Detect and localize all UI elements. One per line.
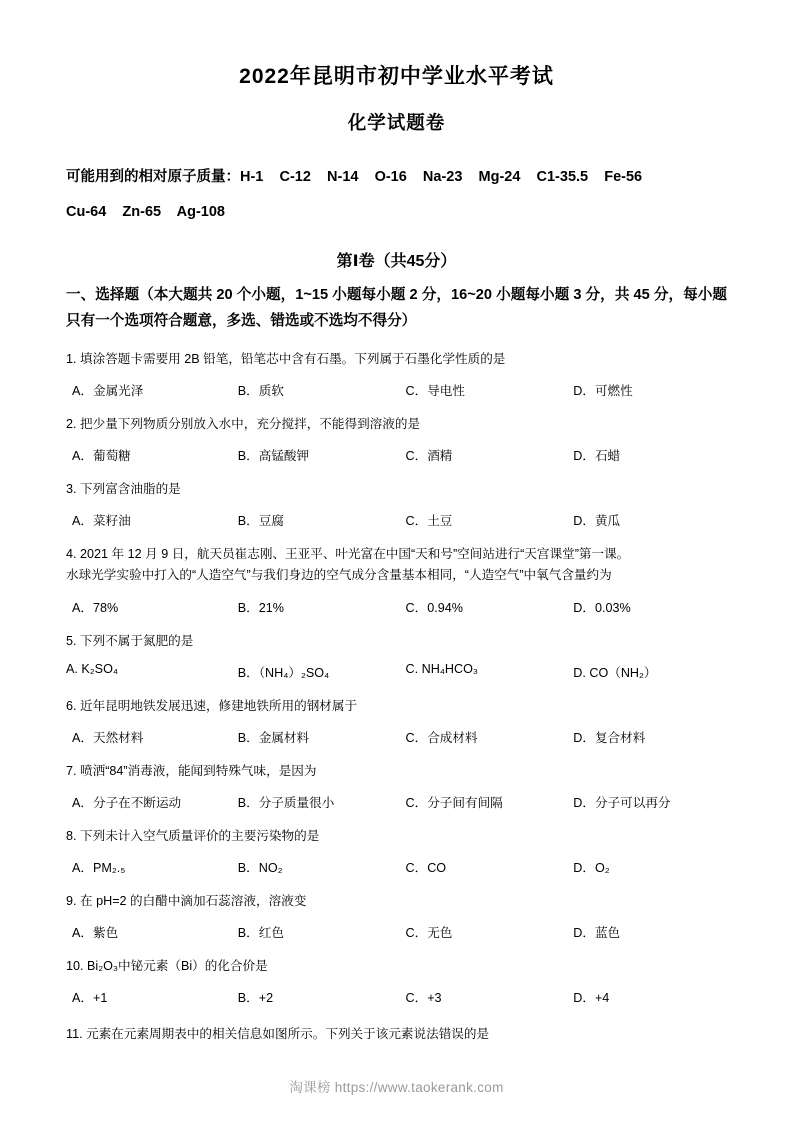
question-stem: 4. 2021 年 12 月 9 日，航天员崔志刚、王亚平、叶光富在中国“天和号”空间站进行“天宫课堂”第一课。: [66, 547, 630, 561]
question-stem: 1. 填涂答题卡需要用 2B 铅笔，铅笔芯中含有石墨。下列属于石墨化学性质的是: [66, 352, 506, 366]
question-stem: 5. 下列不属于氮肥的是: [66, 634, 194, 648]
option-b[interactable]: B．+2: [237, 991, 274, 1005]
question-stem: 9. 在 pH=2 的白醋中滴加石蕊溶液，溶液变: [66, 894, 307, 908]
question-stem: 2. 把少量下列物质分别放入水中，充分搅拌，不能得到溶液的是: [66, 417, 421, 431]
watermark: 淘课榜 https://www.taokerank.com: [289, 1080, 504, 1095]
option-b[interactable]: B．高锰酸钾: [237, 449, 310, 463]
option-d[interactable]: D. CO（NH₂）: [573, 666, 657, 680]
option-row: [66, 662, 727, 681]
option-c[interactable]: C．导电性: [405, 384, 465, 398]
option-d[interactable]: D．黄瓜: [573, 514, 621, 528]
question-stem: 8. 下列未计入空气质量评价的主要污染物的是: [66, 829, 320, 843]
option-b[interactable]: B．21%: [237, 601, 284, 615]
option-b[interactable]: B．金属材料: [237, 731, 310, 745]
option-row: [66, 445, 727, 464]
option-c[interactable]: C．土豆: [405, 514, 453, 528]
option-d[interactable]: D．+4: [573, 991, 610, 1005]
option-b[interactable]: B．（NH₄）₂SO₄: [237, 666, 330, 680]
option-a[interactable]: A．+1: [72, 991, 108, 1005]
question-stem: 7. 喷洒“84”消毒液，能闻到特殊气味，是因为: [66, 764, 317, 778]
option-d[interactable]: D．蓝色: [573, 926, 621, 940]
option-c[interactable]: C．酒精: [405, 449, 453, 463]
option-c[interactable]: C．无色: [405, 926, 453, 940]
option-row: [66, 857, 727, 876]
option-d[interactable]: D．0.03%: [573, 601, 631, 615]
option-a[interactable]: A．菜籽油: [72, 514, 131, 528]
option-a[interactable]: A. K₂SO₄: [66, 662, 119, 676]
option-c[interactable]: C．合成材料: [405, 731, 478, 745]
option-c[interactable]: C．CO: [405, 861, 447, 875]
option-d[interactable]: D．O₂: [573, 861, 610, 875]
page-title: 2022年昆明市初中学业水平考试: [239, 65, 554, 88]
question-stem-line2: 水球光学实验中打入的“人造空气”与我们身边的空气成分含量基本相同，“人造空气”中氧气含量约为: [66, 568, 612, 582]
option-c[interactable]: C．0.94%: [405, 601, 463, 615]
option-row: [66, 727, 727, 746]
atomic-mass-line-2: Cu-64 Zn-65 Ag-108: [66, 204, 225, 220]
option-a[interactable]: A．紫色: [72, 926, 119, 940]
option-a[interactable]: A．金属光泽: [72, 384, 144, 398]
option-d[interactable]: D．分子可以再分: [573, 796, 671, 810]
option-row: [66, 987, 727, 1006]
option-b[interactable]: B．质软: [237, 384, 284, 398]
option-d[interactable]: D．石蜡: [573, 449, 621, 463]
option-row: [66, 510, 727, 529]
question-stem: 10. Bi₂O₃中铋元素（Bi）的化合价是: [66, 959, 268, 973]
option-a[interactable]: A．葡萄糖: [72, 449, 131, 463]
paper-section-heading: 第Ⅰ卷（共45分）: [336, 253, 457, 270]
option-b[interactable]: B．红色: [237, 926, 284, 940]
option-b[interactable]: B．NO₂: [237, 861, 283, 875]
option-d[interactable]: D．复合材料: [573, 731, 646, 745]
option-a[interactable]: A．PM₂.₅: [72, 861, 126, 875]
option-row: [66, 792, 727, 811]
option-d[interactable]: D．可燃性: [573, 384, 633, 398]
option-row: [66, 922, 727, 941]
option-c[interactable]: C. NH₄HCO₃: [405, 662, 479, 676]
atomic-mass-line-1: 可能用到的相对原子质量：H-1 C-12 N-14 O-16 Na-23 Mg-24 C1-35.5 Fe-56: [66, 169, 643, 185]
option-b[interactable]: B．分子质量很小: [237, 796, 335, 810]
big-question-heading: 一、选择题（本大题共 20 个小题，1~15 小题每小题 2 分，16~20 小题每小题 3 分，共 45 分，每小题只有一个选项符合题意，多选、错选或不选均不得分）: [66, 287, 727, 329]
question-stem: 3. 下列富含油脂的是: [66, 482, 181, 496]
option-a[interactable]: A．78%: [72, 601, 119, 615]
option-c[interactable]: C．分子间有间隔: [405, 796, 503, 810]
option-row: [66, 597, 727, 616]
question-stem: 6. 近年昆明地铁发展迅速，修建地铁所用的钢材属于: [66, 699, 358, 713]
page-subtitle: 化学试题卷: [347, 112, 446, 133]
question-stem: 11. 元素在元素周期表中的相关信息如图所示。下列关于该元素说法错误的是: [66, 1027, 490, 1041]
option-c[interactable]: C．+3: [405, 991, 442, 1005]
option-a[interactable]: A．天然材料: [72, 731, 144, 745]
option-row: [66, 380, 727, 399]
option-a[interactable]: A．分子在不断运动: [72, 796, 182, 810]
option-b[interactable]: B．豆腐: [237, 514, 284, 528]
